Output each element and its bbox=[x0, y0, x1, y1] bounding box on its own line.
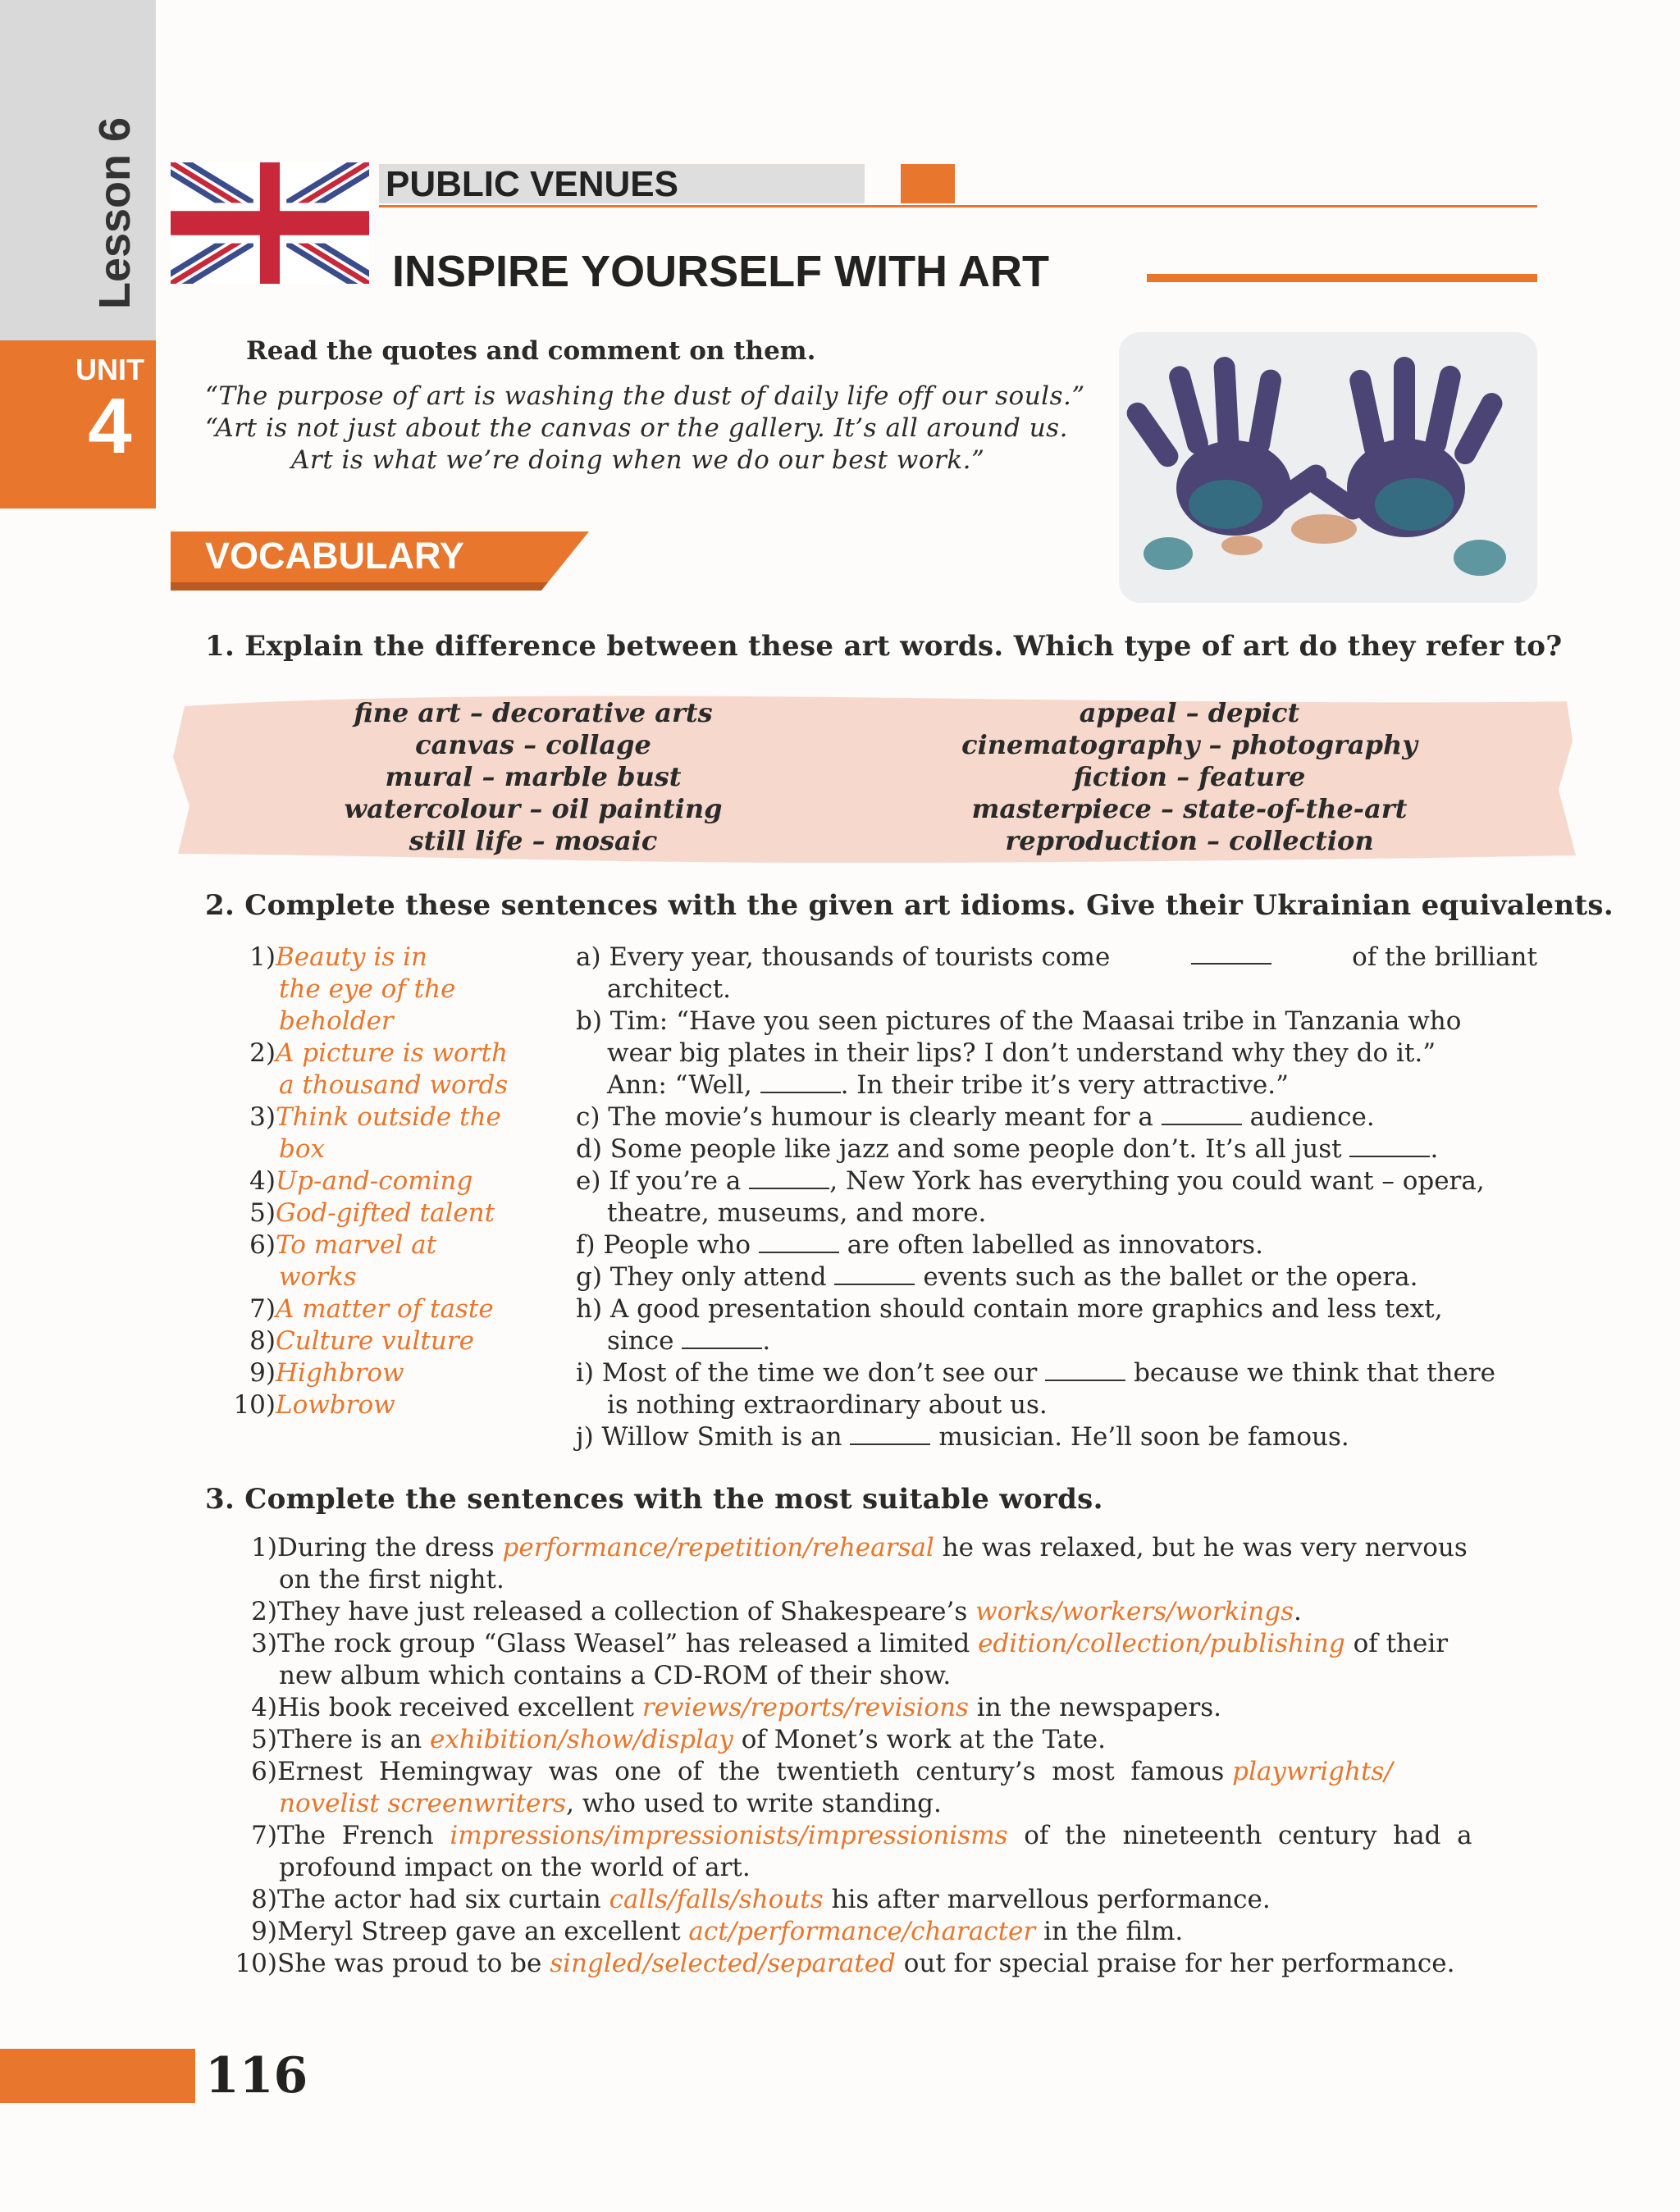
idiom-item-2: 2)A picture is worth bbox=[249, 1038, 508, 1068]
answer-blank[interactable] bbox=[759, 1230, 839, 1253]
painted-hands-image bbox=[1119, 332, 1537, 603]
idiom-item-3: 3)Think outside the bbox=[249, 1102, 501, 1132]
sentence-line: Ann: “Well, . In their tribe it’s very attractive.” bbox=[607, 1070, 1289, 1100]
sentence-a: a) Every year, thousands of tourists come of the brilliant bbox=[576, 942, 1537, 972]
vocabulary-label: VOCABULARY bbox=[205, 535, 464, 577]
answer-blank[interactable] bbox=[834, 1262, 915, 1285]
exercise-3-heading: 3. Complete the sentences with the most suitable words. bbox=[205, 1483, 1103, 1516]
quote-1: “The purpose of art is washing the dust of daily life off our souls.” bbox=[205, 381, 1085, 411]
sentence-j: j) Willow Smith is an musician. He’ll soon be famous. bbox=[576, 1422, 1349, 1452]
sentence-line: wear big plates in their lips? I don’t understand why they do it.” bbox=[607, 1038, 1436, 1068]
ex3-item-3: 3)The rock group “Glass Weasel” has released a limited edition/collection/publishing of their bbox=[251, 1629, 1449, 1658]
ex3-item-7: 7)The French impressions/impressionists/impressionisms of the nineteenth century had a bbox=[251, 1821, 1472, 1850]
idiom-item-9: 9)Highbrow bbox=[249, 1358, 404, 1388]
idiom-item-7: 7)A matter of taste bbox=[249, 1294, 494, 1324]
exercise-2-heading: 2. Complete these sentences with the given art idioms. Give their Ukrainian equivalents. bbox=[205, 889, 1614, 922]
word-options[interactable]: works/workers/workings bbox=[975, 1597, 1294, 1626]
word-pair: fine art – decorative arts bbox=[354, 697, 713, 728]
word-pair: cinematography – photography bbox=[961, 729, 1418, 760]
idiom-item-6: 6)To marvel at bbox=[249, 1230, 437, 1260]
sentence-h: h) A good presentation should contain more graphics and less text, bbox=[576, 1294, 1443, 1324]
word-pairs-left bbox=[312, 697, 755, 857]
idiom-line: works bbox=[279, 1262, 357, 1292]
ex3-line: new album which contains a CD-ROM of their show. bbox=[279, 1661, 952, 1690]
word-options[interactable]: playwrights/ bbox=[1232, 1757, 1393, 1786]
page-title: INSPIRE YOURSELF WITH ART bbox=[392, 247, 1050, 296]
answer-blank[interactable] bbox=[1191, 942, 1271, 965]
word-options[interactable]: singled/selected/separated bbox=[550, 1949, 896, 1978]
idiom-item-4: 4)Up-and-coming bbox=[249, 1166, 473, 1196]
idiom-text: Beauty is in bbox=[276, 942, 427, 972]
unit-label: UNIT bbox=[75, 353, 144, 386]
word-options[interactable]: act/performance/character bbox=[688, 1917, 1036, 1946]
answer-blank[interactable] bbox=[850, 1422, 930, 1445]
ex3-item-6: 6)Ernest Hemingway was one of the twentieth century’s most famous playwrights/ bbox=[251, 1757, 1393, 1786]
accent-square bbox=[901, 164, 955, 203]
idiom-line: a thousand words bbox=[279, 1070, 509, 1100]
intro-instruction: Read the quotes and comment on them. bbox=[246, 336, 816, 366]
sentence-e: e) If you’re a , New York has everything you could want – opera, bbox=[576, 1166, 1485, 1196]
unit-number: 4 bbox=[88, 382, 132, 470]
sentence-line: since . bbox=[607, 1326, 771, 1356]
quote-2-line-1: “Art is not just about the canvas or the gallery. It’s all around us. bbox=[205, 413, 1068, 443]
lesson-label: Lesson 6 bbox=[90, 116, 139, 310]
answer-blank[interactable] bbox=[682, 1326, 762, 1349]
word-pair: appeal – depict bbox=[1079, 697, 1300, 728]
quote-2-line-2: Art is what we’re doing when we do our best work.” bbox=[291, 445, 985, 475]
idiom-line: the eye of the bbox=[279, 974, 456, 1004]
sentence-c: c) The movie’s humour is clearly meant for a audience. bbox=[576, 1102, 1375, 1132]
word-options[interactable]: calls/falls/shouts bbox=[609, 1885, 824, 1914]
word-pair: canvas – collage bbox=[415, 729, 651, 760]
title-accent-bar bbox=[1147, 274, 1537, 282]
word-pair: mural – marble bust bbox=[385, 761, 682, 792]
ex3-item-8: 8)The actor had six curtain calls/falls/shouts his after marvellous performance. bbox=[251, 1885, 1271, 1914]
ex3-item-5: 5)There is an exhibition/show/display of Monet’s work at the Tate. bbox=[251, 1725, 1106, 1754]
ex3-line: on the first night. bbox=[279, 1565, 504, 1594]
sentence-i: i) Most of the time we don’t see our because we think that there bbox=[576, 1358, 1496, 1388]
ex3-item-2: 2)They have just released a collection of Shakespeare’s works/workers/workings. bbox=[251, 1597, 1302, 1626]
word-pair: watercolour – oil painting bbox=[344, 793, 723, 824]
word-options[interactable]: exhibition/show/display bbox=[430, 1725, 733, 1754]
page-number: 116 bbox=[205, 2047, 308, 2105]
sentence-f: f) People who are often labelled as innovators. bbox=[576, 1230, 1263, 1260]
answer-blank[interactable] bbox=[760, 1070, 841, 1093]
idiom-item-8: 8)Culture vulture bbox=[249, 1326, 475, 1356]
idiom-item-10: 10)Lowbrow bbox=[233, 1390, 395, 1420]
word-options[interactable]: reviews/reports/revisions bbox=[641, 1693, 969, 1722]
ex3-item-1: 1)During the dress performance/repetition/rehearsal he was relaxed, but he was very nervous bbox=[251, 1533, 1468, 1562]
exercise-1-heading: 1. Explain the difference between these art words. Which type of art do they refer to? bbox=[205, 630, 1563, 663]
word-options[interactable]: edition/collection/publishing bbox=[978, 1629, 1345, 1658]
idiom-item-5: 5)God-gifted talent bbox=[249, 1198, 495, 1228]
answer-blank[interactable] bbox=[749, 1166, 829, 1189]
word-pairs-right bbox=[960, 697, 1419, 857]
idiom-line: beholder bbox=[279, 1006, 394, 1036]
answer-blank[interactable] bbox=[1162, 1102, 1242, 1125]
header-rule bbox=[379, 205, 1537, 208]
sentence-line: theatre, museums, and more. bbox=[607, 1198, 987, 1228]
page-number-bar bbox=[0, 2049, 195, 2103]
word-options[interactable]: impressions/impressionists/impressionisms bbox=[450, 1821, 1008, 1850]
section-title: PUBLIC VENUES bbox=[386, 164, 678, 204]
uk-flag-icon bbox=[171, 162, 369, 284]
word-pair: masterpiece – state-of-the-art bbox=[971, 793, 1408, 824]
idiom-item-1: 1)Beauty is in bbox=[249, 942, 427, 972]
word-options[interactable]: performance/repetition/rehearsal bbox=[502, 1533, 934, 1562]
answer-blank[interactable] bbox=[1045, 1358, 1125, 1381]
sentence-line: architect. bbox=[607, 974, 732, 1004]
ex3-line: profound impact on the world of art. bbox=[279, 1853, 751, 1882]
idiom-line: box bbox=[279, 1134, 325, 1164]
ex3-item-10: 10)She was proud to be singled/selected/separated out for special praise for her performance. bbox=[235, 1949, 1455, 1978]
sentence-line: is nothing extraordinary about us. bbox=[607, 1390, 1048, 1420]
sentence-d: d) Some people like jazz and some people don’t. It’s all just . bbox=[576, 1134, 1439, 1164]
word-pair: still life – mosaic bbox=[409, 825, 658, 856]
word-pair: fiction – feature bbox=[1073, 761, 1306, 792]
ex3-item-9: 9)Meryl Streep gave an excellent act/performance/character in the film. bbox=[251, 1917, 1184, 1946]
answer-blank[interactable] bbox=[1349, 1134, 1430, 1157]
sentence-b: b) Tim: “Have you seen pictures of the Maasai tribe in Tanzania who bbox=[576, 1006, 1462, 1036]
ex3-line: novelist screenwriters, who used to write standing. bbox=[279, 1789, 942, 1818]
sentence-g: g) They only attend events such as the ballet or the opera. bbox=[576, 1262, 1418, 1292]
ex3-item-4: 4)His book received excellent reviews/reports/revisions in the newspapers. bbox=[251, 1693, 1222, 1722]
word-pair: reproduction – collection bbox=[1005, 825, 1374, 856]
word-options[interactable]: novelist screenwriters bbox=[279, 1789, 567, 1818]
